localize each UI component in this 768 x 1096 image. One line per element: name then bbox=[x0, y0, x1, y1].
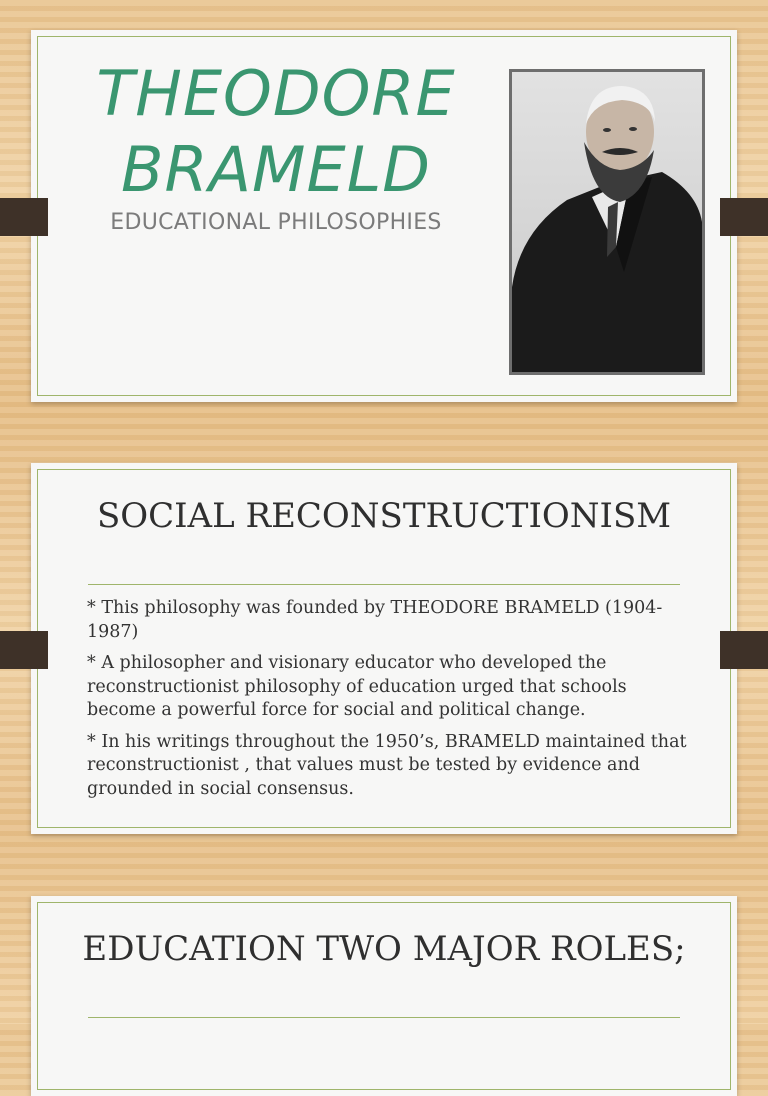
slide-title: SOCIAL RECONSTRUCTIONISM bbox=[96, 496, 672, 536]
title-slide bbox=[31, 30, 737, 402]
title-divider bbox=[88, 584, 680, 585]
slide-subtitle: EDUCATIONAL PHILOSOPHIES bbox=[110, 210, 442, 235]
content-slide bbox=[31, 463, 737, 834]
slide-tab-right bbox=[720, 631, 768, 669]
bullet-paragraph: * In his writings throughout the 1950’s, BRAMELD maintained that reconstructionist , that values must be tested by evidence and grounded in social consensus. bbox=[87, 731, 687, 799]
slide-body bbox=[87, 597, 687, 809]
slide-tab-left bbox=[0, 631, 48, 669]
slide-title: EDUCATION TWO MAJOR ROLES; bbox=[82, 929, 686, 969]
bullet-paragraph: * This philosophy was founded by THEODORE BRAMELD (1904-1987) bbox=[87, 598, 663, 642]
slide-tab-left bbox=[0, 198, 48, 236]
content-slide bbox=[31, 896, 737, 1096]
bullet-paragraph: * A philosopher and visionary educator who developed the reconstructionist philosophy of education urged that schools become a powerful force for social and political change. bbox=[87, 653, 627, 720]
portrait-photo bbox=[509, 69, 705, 375]
slide-title: THEODORE BRAMELD bbox=[96, 57, 456, 206]
title-divider bbox=[88, 1017, 680, 1018]
slide-tab-right bbox=[720, 198, 768, 236]
